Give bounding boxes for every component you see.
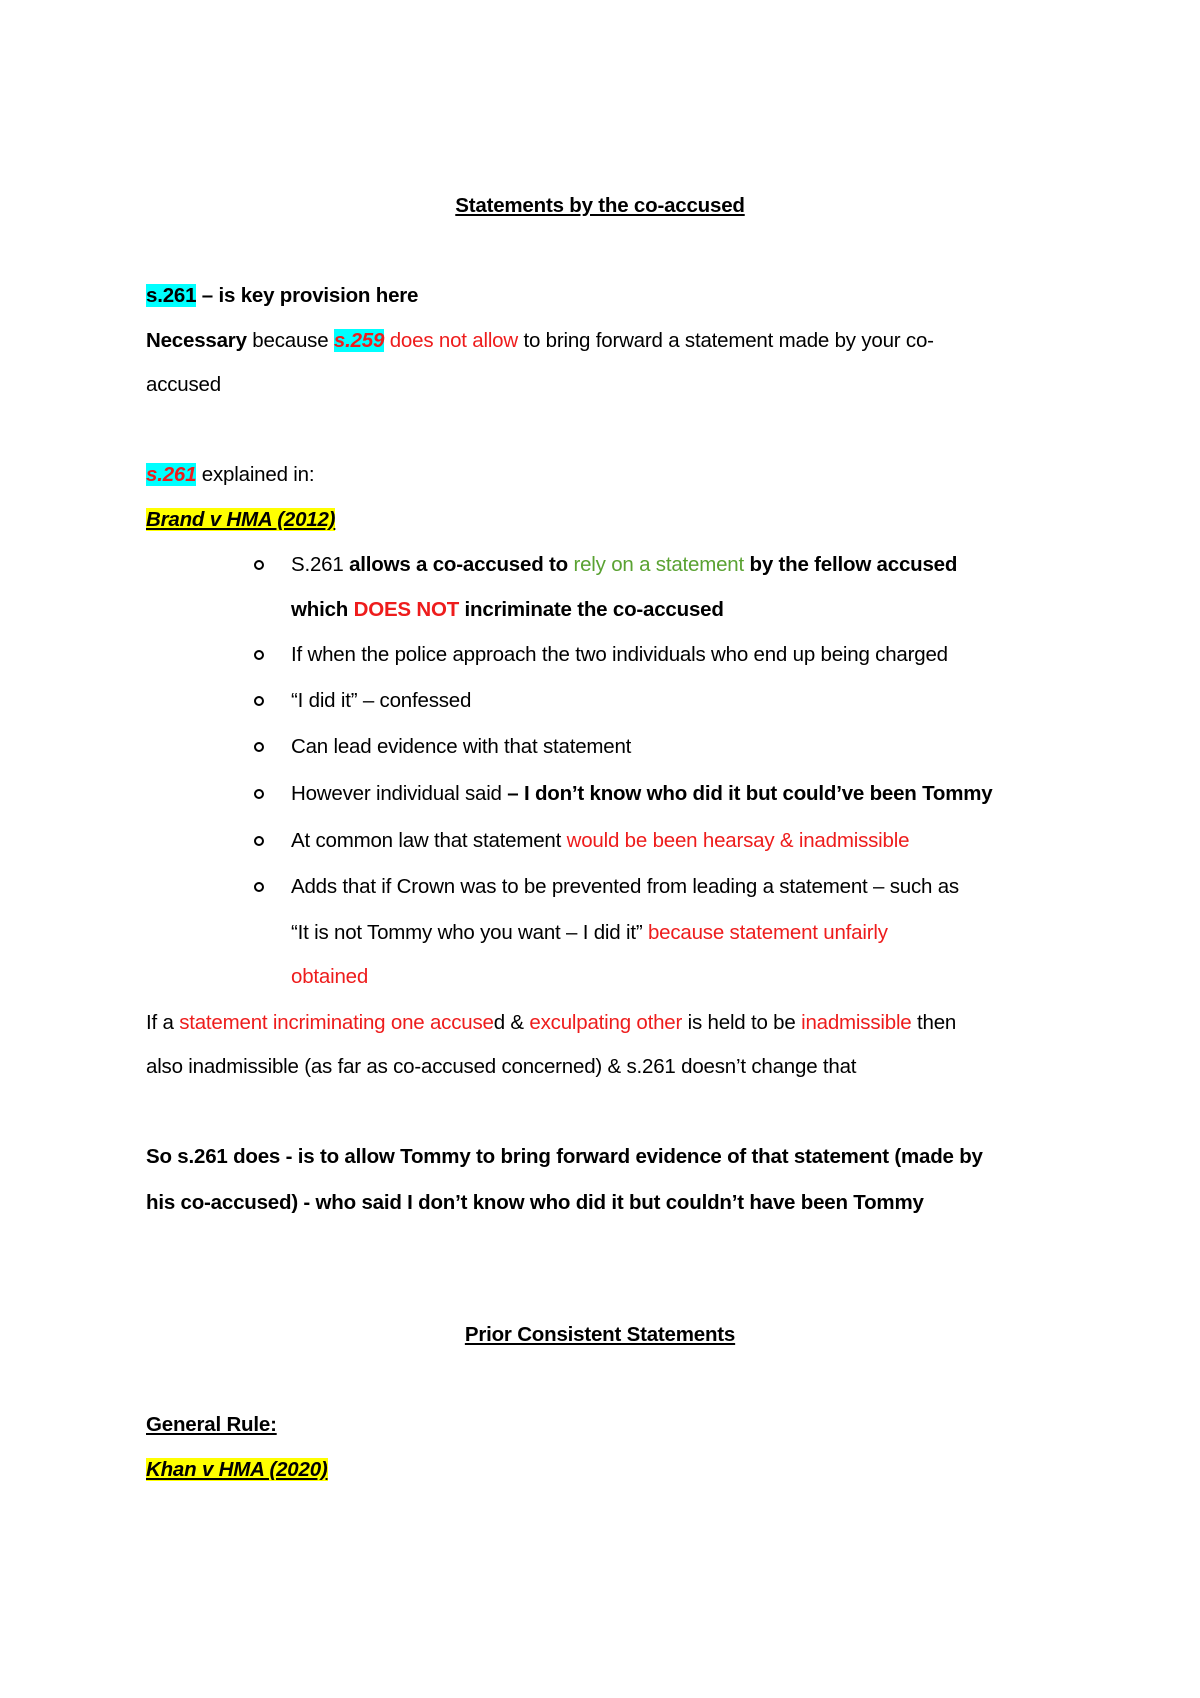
text-span: Necessary [146,329,247,352]
bullet-item-5 [291,781,993,807]
text-span: to bring forward a statement made by your co- [517,329,934,352]
bullet-item-1-cont [291,597,724,623]
text-span: is held to be [682,1011,802,1034]
text-span: However individual said [291,782,508,805]
case-brand [146,507,335,533]
text-span: incriminate the co-accused [459,598,724,621]
bullet-icon [254,742,264,752]
highlight-case-khan: Khan v HMA (2020) [146,1458,328,1481]
text-span: At common law that statement [291,829,567,852]
bullet-item-7-cont [291,920,888,946]
text-span: – is key provision here [196,284,419,307]
paragraph-so-s261: So s.261 does - is to allow Tommy to bring forward evidence of that statement (made by [146,1145,983,1168]
bullet-icon [254,560,264,570]
case-khan [146,1457,328,1483]
paragraph-s261-key [146,283,418,309]
bullet-item-1 [291,552,957,578]
red-text: does not allow [389,329,518,352]
bullet-item-7: Adds that if Crown was to be prevented from leading a statement – such as [291,875,959,898]
red-text: inadmissible [801,1011,912,1034]
bullet-item-3: “I did it” – confessed [291,689,472,712]
green-text: rely on a statement [573,553,745,576]
highlight-s261-2: s.261 [146,463,197,486]
red-text: exculpating other [529,1011,683,1034]
text-span: by the fellow accused [744,553,958,576]
red-text: because statement unfairly [647,921,888,944]
bullet-icon [254,882,264,892]
paragraph-necessary [146,328,934,354]
highlight-s261: s.261 [146,284,197,307]
bullet-icon [254,650,264,660]
text-span: S.261 [291,553,344,576]
bullet-item-7-cont2: obtained [291,965,369,988]
paragraph-so-s261-cont: his co-accused) - who said I don’t know who did it but couldn’t have been Tommy [146,1191,924,1214]
text-span: If a [146,1011,180,1034]
paragraph-if-statement-cont: also inadmissible (as far as co-accused concerned) & s.261 doesn’t change that [146,1055,857,1078]
highlight-case-brand: Brand v HMA (2012) [146,508,336,531]
text-span: allows a co-accused to [343,553,574,576]
section-title-coaccused: Statements by the co-accused [455,194,745,217]
text-span: explained in: [196,463,315,486]
paragraph-s261-explained [146,462,314,488]
bullet-item-4: Can lead evidence with that statement [291,735,632,758]
paragraph-if-statement [146,1010,956,1036]
bullet-item-6 [291,828,909,854]
red-text: would be been hearsay & inadmissible [566,829,910,852]
text-span: which [291,598,354,621]
red-text: statement incriminating one accuse [179,1011,494,1034]
section-title-prior-consistent: Prior Consistent Statements [464,1323,736,1346]
bullet-icon [254,789,264,799]
highlight-s259: s.259 [333,329,385,352]
bullet-icon [254,696,264,706]
red-text: DOES NOT [353,598,460,621]
paragraph-necessary-cont: accused [146,373,221,396]
text-span: “It is not Tommy who you want – I did it” [291,921,648,944]
bullet-item-2: If when the police approach the two individuals who end up being charged [291,643,948,666]
text-span: d & [493,1011,530,1034]
general-rule-heading: General Rule: [146,1413,277,1436]
text-span: – I don’t know who did it but could’ve been Tommy [507,782,993,805]
bullet-icon [254,836,264,846]
text-span: because [246,329,334,352]
text-span: then [911,1011,957,1034]
